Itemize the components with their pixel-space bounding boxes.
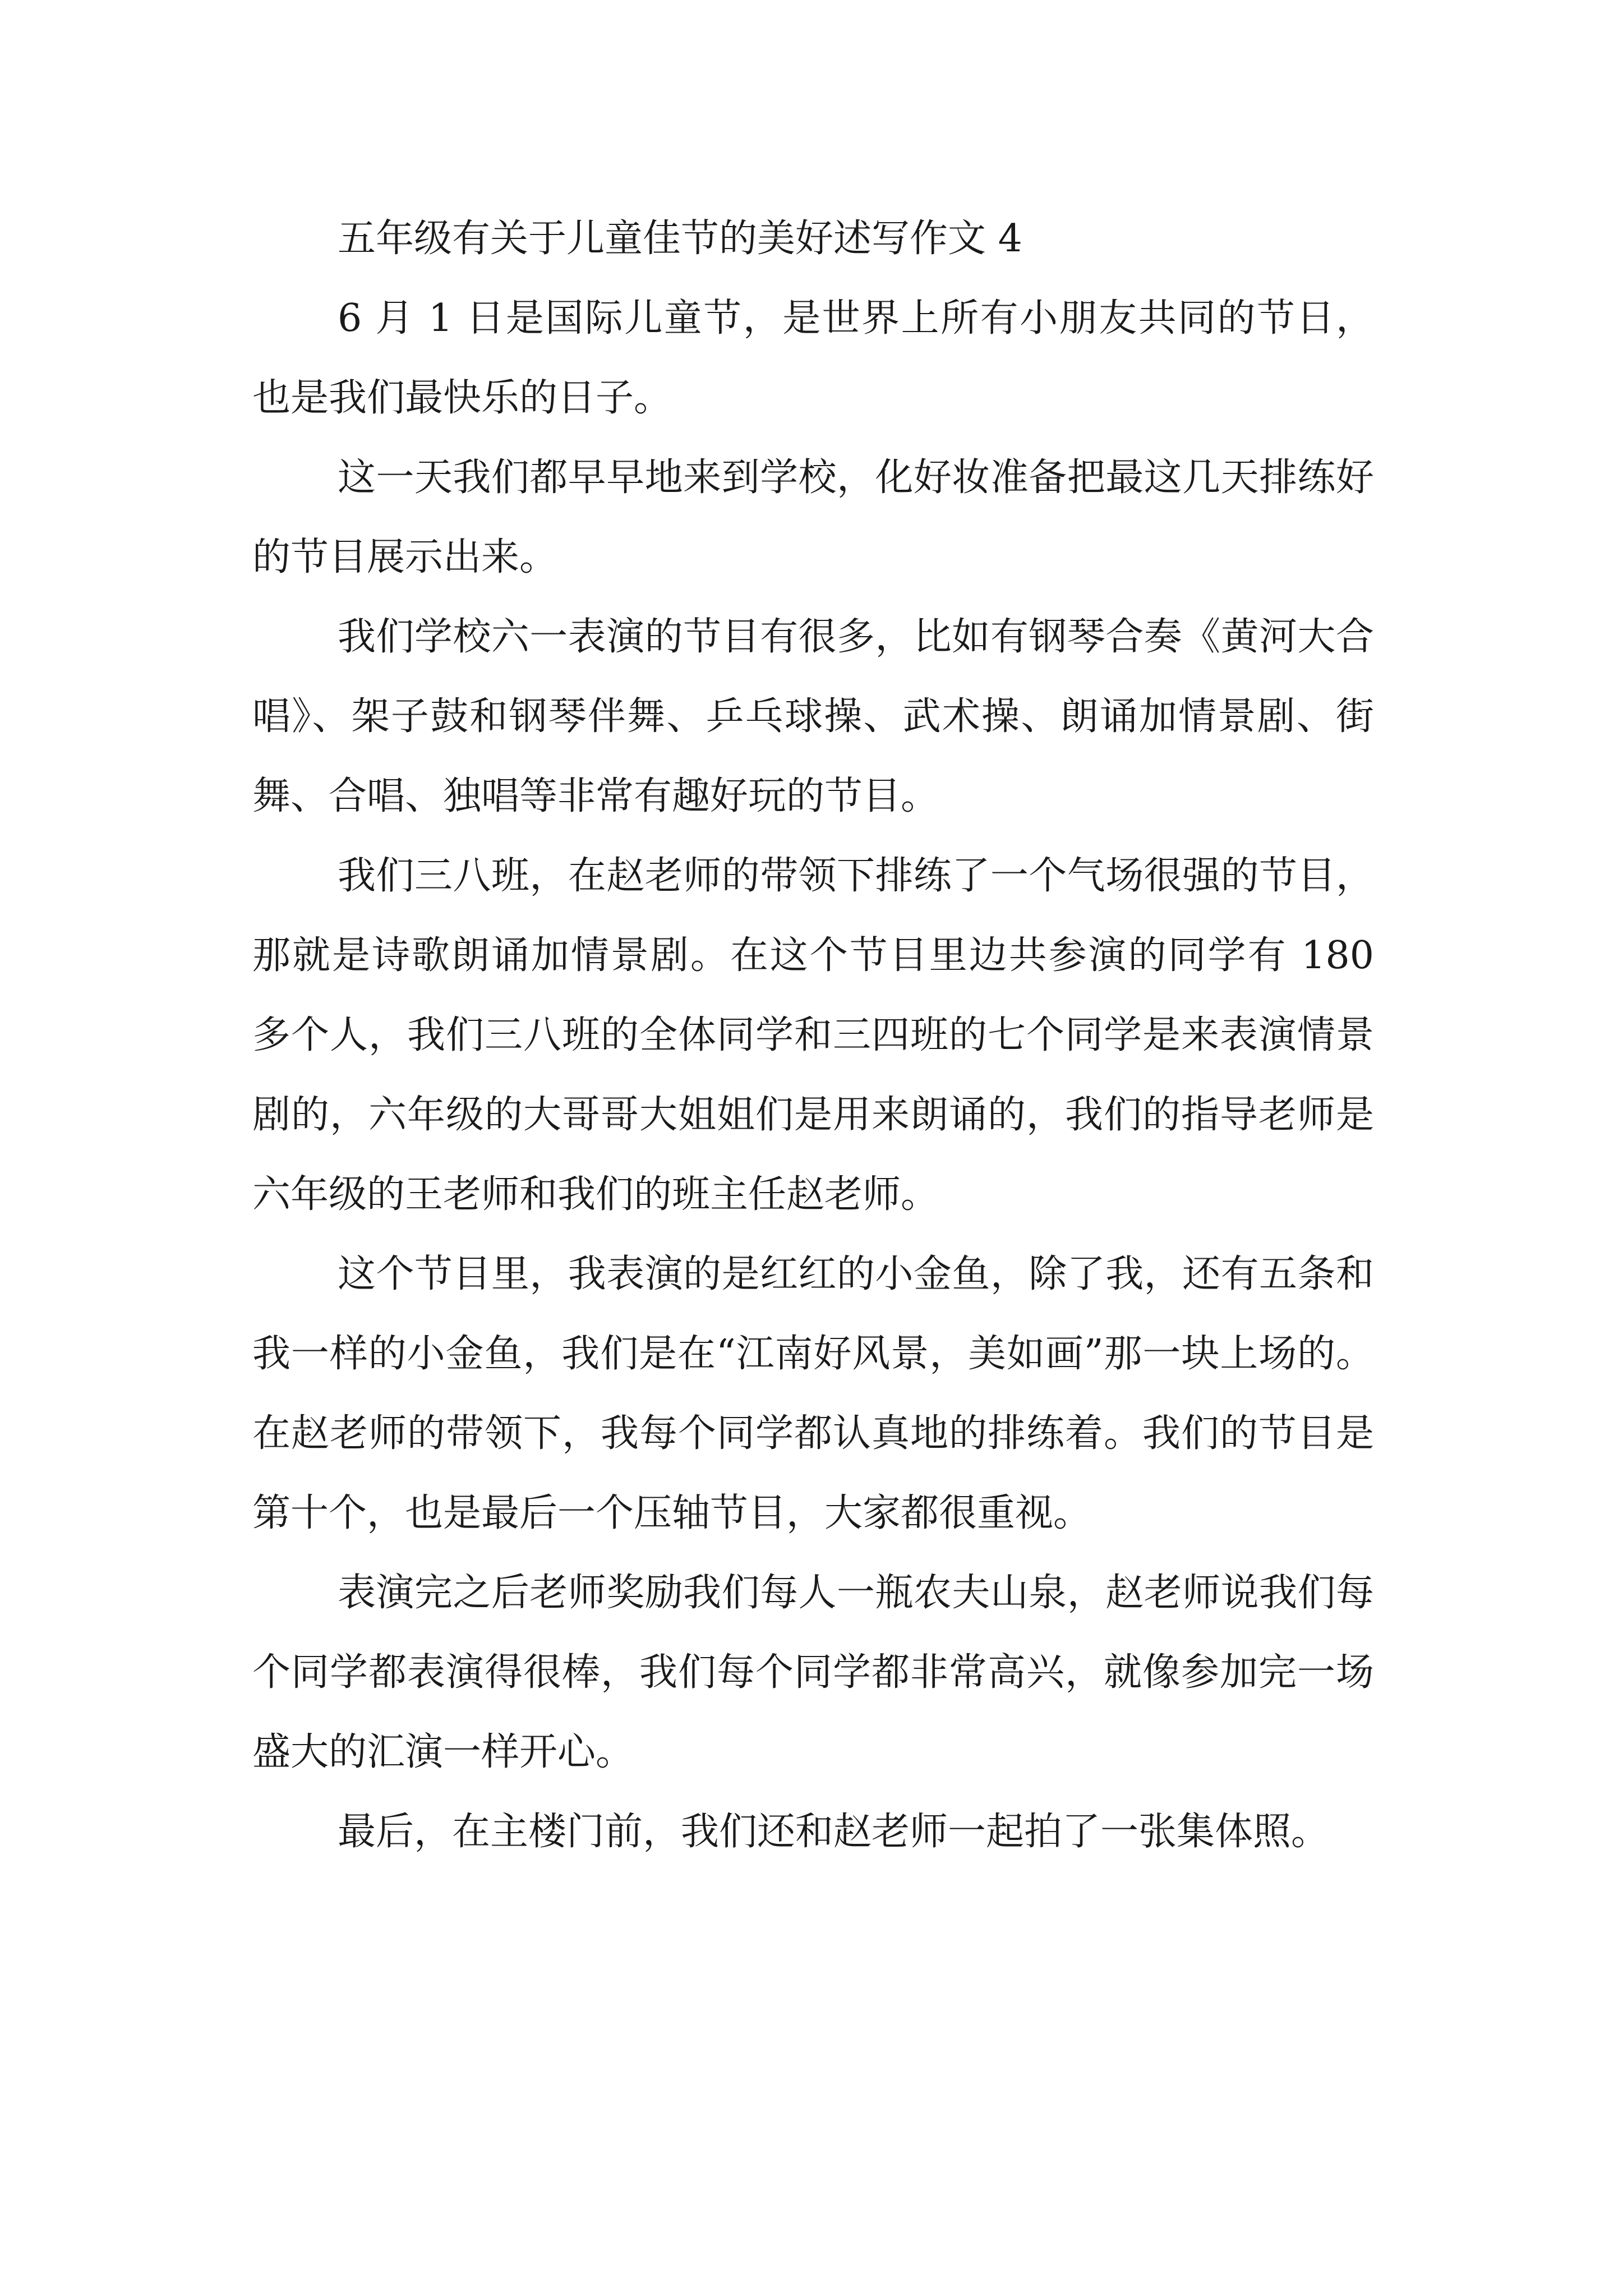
document-body	[252, 199, 1374, 1872]
paragraph-4: 我们三八班，在赵老师的带领下排练了一个气场很强的节目，那就是诗歌朗诵加情景剧。在这个节目里边共参演的同学有 180 多个人，我们三八班的全体同学和三四班的七个同学是来表演情景剧的，六年级的大哥哥大姐姐们是用来朗诵的，我们的指导老师是六年级的王老师和我们的班主任赵老师。	[252, 854, 1374, 1217]
paragraph-6: 表演完之后老师奖励我们每人一瓶农夫山泉，赵老师说我们每个同学都表演得很棒，我们每个同学都非常高兴，就像参加完一场盛大的汇演一样开心。	[252, 1571, 1374, 1774]
paragraph-1: 6 月 1 日是国际儿童节，是世界上所有小朋友共同的节日，也是我们最快乐的日子。	[252, 296, 1374, 420]
paragraph-5: 这个节目里，我表演的是红红的小金鱼，除了我，还有五条和我一样的小金鱼，我们是在“江南好风景，美如画”那一块上场的。在赵老师的带领下，我每个同学都认真地的排练着。我们的节目是第十个，也是最后一个压轴节目，大家都很重视。	[252, 1252, 1374, 1535]
paragraph-7: 最后，在主楼门前，我们还和赵老师一起拍了一张集体照。	[338, 1810, 1330, 1854]
paragraph-2: 这一天我们都早早地来到学校，化好妆准备把最这几天排练好的节目展示出来。	[252, 455, 1374, 579]
paragraph-3: 我们学校六一表演的节目有很多，比如有钢琴合奏《黄河大合唱》、架子鼓和钢琴伴舞、乒乓球操、武术操、朗诵加情景剧、街舞、合唱、独唱等非常有趣好玩的节目。	[252, 615, 1374, 818]
document-title: 五年级有关于儿童佳节的美好述写作文 4	[338, 217, 1022, 261]
